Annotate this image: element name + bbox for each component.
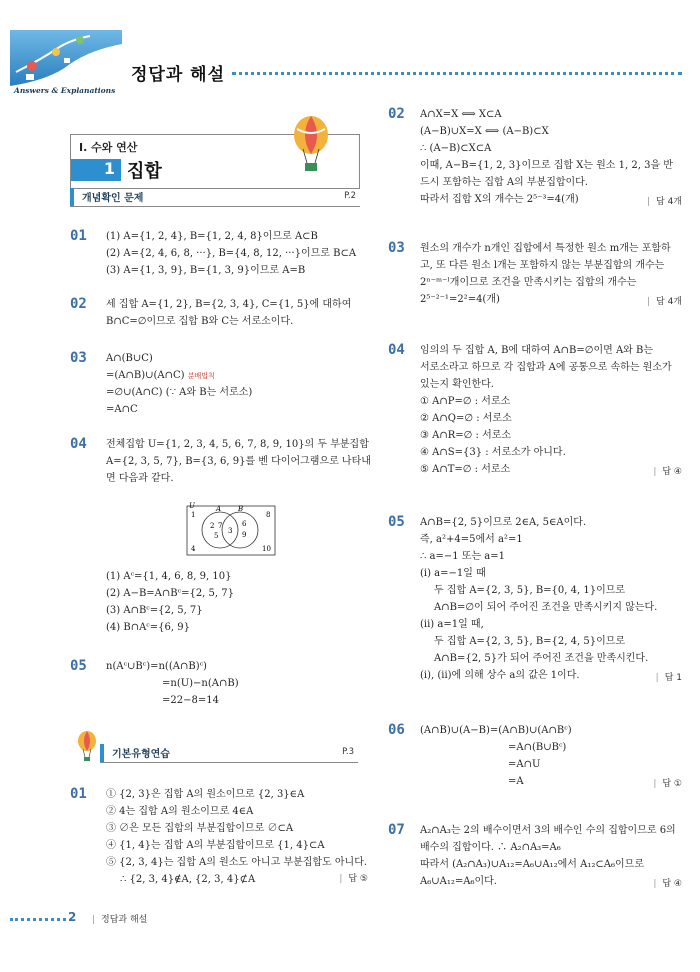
solution-line: ③ ∅은 모든 집합의 부분집합이므로 ∅⊂A	[106, 823, 294, 834]
problem-body	[420, 106, 682, 214]
problem-number: 04	[70, 436, 87, 452]
problem-body	[106, 658, 368, 709]
solution-line: 2⁵⁻²⁻¹=2²=4(개)	[420, 294, 500, 305]
header-illustration	[10, 30, 122, 86]
problem-number: 04	[388, 342, 405, 358]
result-line: (2) A−B=A∩Bᶜ={2, 5, 7}	[106, 588, 234, 599]
problem-number: 02	[388, 106, 405, 122]
solution-line: A₂∩A₃는 2의 배수이면서 3의 배수인 수의 집합이므로 6의	[420, 825, 676, 836]
section-concept-check	[70, 188, 360, 206]
problem-body	[106, 568, 368, 636]
problem-number: 01	[70, 786, 87, 802]
solution-line: ④ A∩S={3} : 서로소가 아니다.	[420, 447, 566, 458]
unit-header	[70, 134, 360, 189]
solution-text: ∴ {2, 3, 4}∉A, {2, 3, 4}⊄A	[120, 874, 256, 885]
solution-line: 세 집합 A={1, 2}, B={2, 3, 4}, C={1, 5}에 대하여	[106, 299, 352, 310]
solution-line: 원소의 개수가 n개인 집합에서 특정한 원소 m개는 포함하	[420, 243, 671, 254]
solution-line: 있는지 확인한다.	[420, 379, 494, 390]
solution-line: (A−B)∪X=X ⟺ (A−B)⊂X	[420, 126, 549, 137]
venn-value: 10	[262, 545, 271, 553]
solution-line: 전체집합 U={1, 2, 3, 4, 5, 6, 7, 8, 9, 10}의 두 부분집합	[106, 439, 369, 450]
answer-label: | 답 4개	[647, 194, 682, 211]
problem-body	[420, 240, 682, 312]
solution-line: 즉, a²+4=5에서 a²=1	[420, 534, 523, 545]
problem-number: 01	[70, 228, 87, 244]
footer-title: | 정답과 해설	[92, 912, 147, 925]
result-line: (4) B∩Aᶜ={6, 9}	[106, 622, 190, 633]
solution-line: A∩(B∪C)	[106, 353, 153, 364]
answer-label: | 답 ④	[653, 876, 682, 893]
venn-label-a: A	[216, 505, 222, 513]
solution-line: ② 4는 집합 A의 원소이므로 4∈A	[106, 806, 254, 817]
venn-value: 8	[266, 511, 271, 519]
solution-line: n(Aᶜ∪Bᶜ)=n((A∩B)ᶜ)	[106, 661, 207, 672]
answer-label: | 답 1	[656, 670, 682, 687]
problem-body	[106, 786, 368, 888]
problem-number: 06	[388, 722, 405, 738]
solution-line: 두 집합 A={2, 3, 5}, B={0, 4, 1}이므로	[434, 585, 626, 596]
distributive-note: 분배법칙	[187, 372, 215, 380]
problem-body	[420, 342, 682, 482]
solution-line: ① A∩P=∅ : 서로소	[420, 396, 511, 407]
solution-line: =A∩(B∪Bᶜ)	[508, 742, 567, 753]
solution-line: ② A∩Q=∅ : 서로소	[420, 413, 512, 424]
venn-value: 3	[228, 527, 233, 535]
problem-number: 05	[70, 658, 87, 674]
solution-line: ① {2, 3}은 집합 A의 원소이므로 {2, 3}∈A	[106, 789, 305, 800]
problem-body	[106, 436, 371, 487]
solution-line: 배수의 집합이다. ∴ A₂∩A₃=A₆	[420, 842, 561, 853]
solution-line: =n(U)−n(A∩B)	[162, 678, 239, 689]
solution-line: 두 집합 A={2, 3, 5}, B={2, 4, 5}이므로	[434, 636, 626, 647]
solution-line: ④ {1, 4}는 집합 A의 부분집합이므로 {1, 4}⊂A	[106, 840, 325, 851]
unit-label: Ⅰ. 수와 연산	[79, 141, 138, 154]
solution-line: A∩B=∅이 되어 주어진 조건을 만족시키지 않는다.	[434, 602, 658, 613]
venn-diagram	[186, 502, 276, 556]
unit-number: 1	[71, 159, 121, 181]
solution-line: (3) A={1, 3, 9}, B={1, 3, 9}이므로 A=B	[106, 265, 306, 276]
footer-divider	[10, 918, 66, 921]
solution-line: 고, 또 다른 원소 l개는 포함하지 않는 부분집합의 개수는	[420, 260, 665, 271]
solution-line: 이때, A−B={1, 2, 3}이므로 집합 X는 원소 1, 2, 3을 반	[420, 160, 673, 171]
problem-body	[106, 228, 368, 279]
solution-line: 2ⁿ⁻ᵐ⁻ˡ개이므로 조건을 만족시키는 집합의 개수는	[420, 277, 637, 288]
header-divider	[232, 72, 682, 75]
answer-label: | 답 ④	[653, 464, 682, 481]
venn-label-b: B	[238, 505, 244, 513]
venn-value: 4	[191, 545, 196, 553]
solution-line: 드시 포함하는 집합 A의 부분집합이다.	[420, 177, 589, 188]
solution-line: (ii) a=1일 때,	[420, 619, 484, 630]
solution-line: (2) A={2, 4, 6, 8, ···}, B={4, 8, 12, ···}이므로 B⊂A	[106, 248, 357, 259]
solution-line: B∩C=∅이므로 집합 B와 C는 서로소이다.	[106, 316, 294, 327]
venn-value: 5	[214, 532, 219, 540]
result-line: (1) Aᶜ={1, 4, 6, 8, 9, 10}	[106, 571, 232, 582]
solution-line: A∩X=X ⟺ X⊂A	[420, 109, 502, 120]
solution-line: 따라서 집합 X의 개수는 2⁵⁻³=4(개)	[420, 194, 579, 205]
page-header	[0, 0, 700, 100]
section-page: P.3	[342, 747, 354, 757]
solution-line: =A∩C	[106, 404, 138, 415]
page-footer	[10, 910, 690, 930]
section-title: 기본유형연습	[112, 749, 170, 760]
unit-name: 집합	[127, 161, 162, 182]
solution-line: =22−8=14	[162, 695, 219, 706]
balloon-icon	[76, 730, 98, 764]
problem-body	[420, 822, 682, 894]
answer-label: | 답 4개	[647, 294, 682, 311]
section-title: 개념확인 문제	[82, 193, 144, 204]
section-basic-practice	[100, 744, 358, 762]
section-divider	[70, 206, 360, 207]
problem-body	[420, 514, 682, 688]
venn-value: 9	[242, 531, 247, 539]
solution-line: 서로소라고 하므로 각 집합과 A에 공통으로 속하는 원소가	[420, 362, 672, 373]
solution-line: 면 다음과 같다.	[106, 473, 174, 484]
solution-line: ⑤ {2, 3, 4}는 집합 A의 원소도 아니고 부분집합도 아니다.	[106, 857, 368, 868]
problem-number: 03	[70, 350, 87, 366]
header-subtitle: Answers & Explanations	[14, 86, 116, 95]
page-number: 2	[68, 910, 77, 924]
answer-label: | 답 ①	[653, 776, 682, 793]
problem-body	[420, 722, 682, 794]
problem-body	[106, 296, 368, 330]
solution-line: =A∩U	[508, 759, 541, 770]
venn-value: 6	[242, 520, 247, 528]
balloon-icon	[289, 115, 333, 179]
solution-line: A∩B={2, 5}가 되어 주어진 조건을 만족시킨다.	[434, 653, 649, 664]
venn-value: 1	[191, 511, 196, 519]
solution-line: ③ A∩R=∅ : 서로소	[420, 430, 512, 441]
solution-line: A∩B={2, 5}이므로 2∈A, 5∈A이다.	[420, 517, 587, 528]
problem-body	[106, 350, 368, 418]
problem-number: 03	[388, 240, 405, 256]
solution-line: =A	[508, 776, 524, 787]
section-page: P.2	[344, 191, 356, 201]
solution-line: =∅∪(A∩C) (∵ A와 B는 서로소)	[106, 387, 253, 398]
section-divider	[100, 762, 358, 763]
solution-line: (A∩B)∪(A−B)=(A∩B)∪(A∩Bᶜ)	[420, 725, 572, 736]
solution-line: ∴ a=−1 또는 a=1	[420, 551, 506, 562]
solution-line: A={2, 3, 5, 7}, B={3, 6, 9}를 벤 다이어그램으로 나타내	[106, 456, 371, 467]
solution-line: (i) a=−1일 때	[420, 568, 486, 579]
problem-number: 02	[70, 296, 87, 312]
result-line: (3) A∩Bᶜ={2, 5, 7}	[106, 605, 203, 616]
solution-text: =(A∩B)∪(A∩C)	[106, 370, 185, 381]
solution-line	[106, 367, 368, 384]
solution-line: ⑤ A∩T=∅ : 서로소	[420, 464, 511, 475]
venn-value: 2	[210, 522, 215, 530]
solution-line: ∴ (A−B)⊂X⊂A	[420, 143, 492, 154]
problem-number: 07	[388, 822, 405, 838]
venn-value: 7	[218, 522, 223, 530]
solution-line	[106, 871, 368, 888]
solution-line: (1) A={1, 2, 4}, B={1, 2, 4, 8}이므로 A⊂B	[106, 231, 318, 242]
solution-line: (i), (ii)에 의해 상수 a의 값은 1이다.	[420, 670, 580, 681]
solution-line: 따라서 (A₂∩A₃)∪A₁₂=A₆∪A₁₂에서 A₁₂⊂A₆이므로	[420, 859, 644, 870]
solution-line: 임의의 두 집합 A, B에 대하여 A∩B=∅이면 A와 B는	[420, 345, 654, 356]
solution-line: A₆∪A₁₂=A₆이다.	[420, 876, 497, 887]
venn-label-u: U	[189, 502, 195, 510]
header-title: 정답과 해설	[131, 65, 226, 85]
answer-label: | 답 ⑤	[339, 871, 368, 888]
problem-number: 05	[388, 514, 405, 530]
